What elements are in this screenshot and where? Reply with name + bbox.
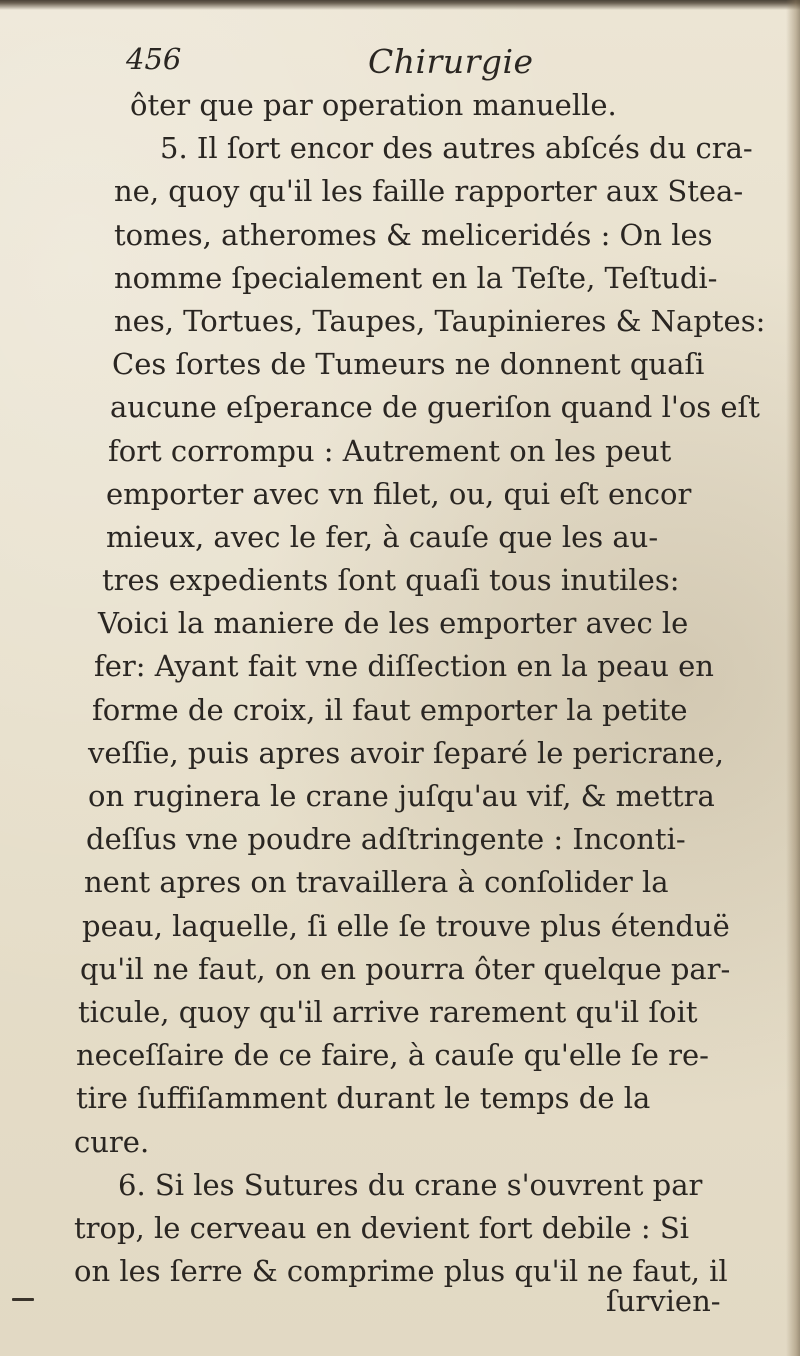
text-line: forme de croix, il faut emporter la petite: [92, 692, 688, 727]
text-line: on ruginera le crane juſqu'au vif, & mettra: [88, 779, 715, 813]
text-line: fort corrompu : Autrement on les peut: [108, 433, 672, 468]
text-line: veſſie, puis apres avoir ſeparé le pericrane,: [88, 735, 724, 770]
page-gutter-shadow: [786, 0, 800, 1356]
text-line: tire ſuffiſamment durant le temps de la: [76, 1081, 651, 1116]
text-line: trop, le cerveau en devient fort debile : Si: [74, 1210, 690, 1245]
margin-mark: [12, 1298, 34, 1301]
text-line: aucune eſperance de gueriſon quand l'os eſt: [110, 390, 760, 425]
text-line: qu'il ne faut, on en pourra ôter quelque par-: [80, 951, 731, 986]
text-line: on les ſerre & comprime plus qu'il ne faut, il: [74, 1254, 728, 1289]
text-line: Voici la maniere de les emporter avec le: [98, 606, 689, 641]
text-line: tomes, atheromes & meliceridés : On les: [114, 217, 713, 252]
text-line: deſſus vne poudre adſtringente : Inconti-: [86, 822, 686, 857]
text-line: 6. Si les Sutures du crane s'ouvrent par: [118, 1167, 703, 1202]
page-top-edge: [0, 0, 800, 10]
page-number: 456: [126, 42, 182, 76]
text-line: emporter avec vn filet, ou, qui eſt encor: [106, 476, 692, 511]
text-line: Ces ſortes de Tumeurs ne donnent quaſi: [112, 347, 705, 382]
text-line: nent apres on travaillera à conſolider la: [84, 865, 669, 900]
text-line: ôter que par operation manuelle.: [130, 88, 617, 122]
text-line: nomme ſpecialement en la Teſte, Teſtudi-: [114, 260, 718, 295]
body-text: [74, 84, 774, 1293]
catchword: ſurvien-: [606, 1284, 721, 1318]
text-line: nes, Tortues, Taupes, Taupinieres & Naptes:: [114, 303, 766, 338]
text-line: mieux, avec le fer, à cauſe que les au-: [106, 519, 659, 554]
text-line: peau, laquelle, ſi elle ſe trouve plus étenduë: [82, 908, 730, 943]
text-line: fer: Ayant fait vne diſſection en la peau en: [94, 649, 714, 684]
running-head: [120, 42, 740, 86]
text-line: 5. Il ſort encor des autres abſcés du cra-: [160, 131, 753, 166]
text-line: ne, quoy qu'il les faille rapporter aux Stea-: [114, 174, 744, 209]
text-line: ticule, quoy qu'il arrive rarement qu'il ſoit: [78, 994, 698, 1029]
text-line: tres expedients ſont quaſi tous inutiles:: [102, 563, 680, 598]
text-line: neceſſaire de ce faire, à cauſe qu'elle ſe re-: [76, 1038, 709, 1073]
running-title: Chirurgie: [368, 42, 534, 81]
text-line: cure.: [74, 1124, 150, 1159]
